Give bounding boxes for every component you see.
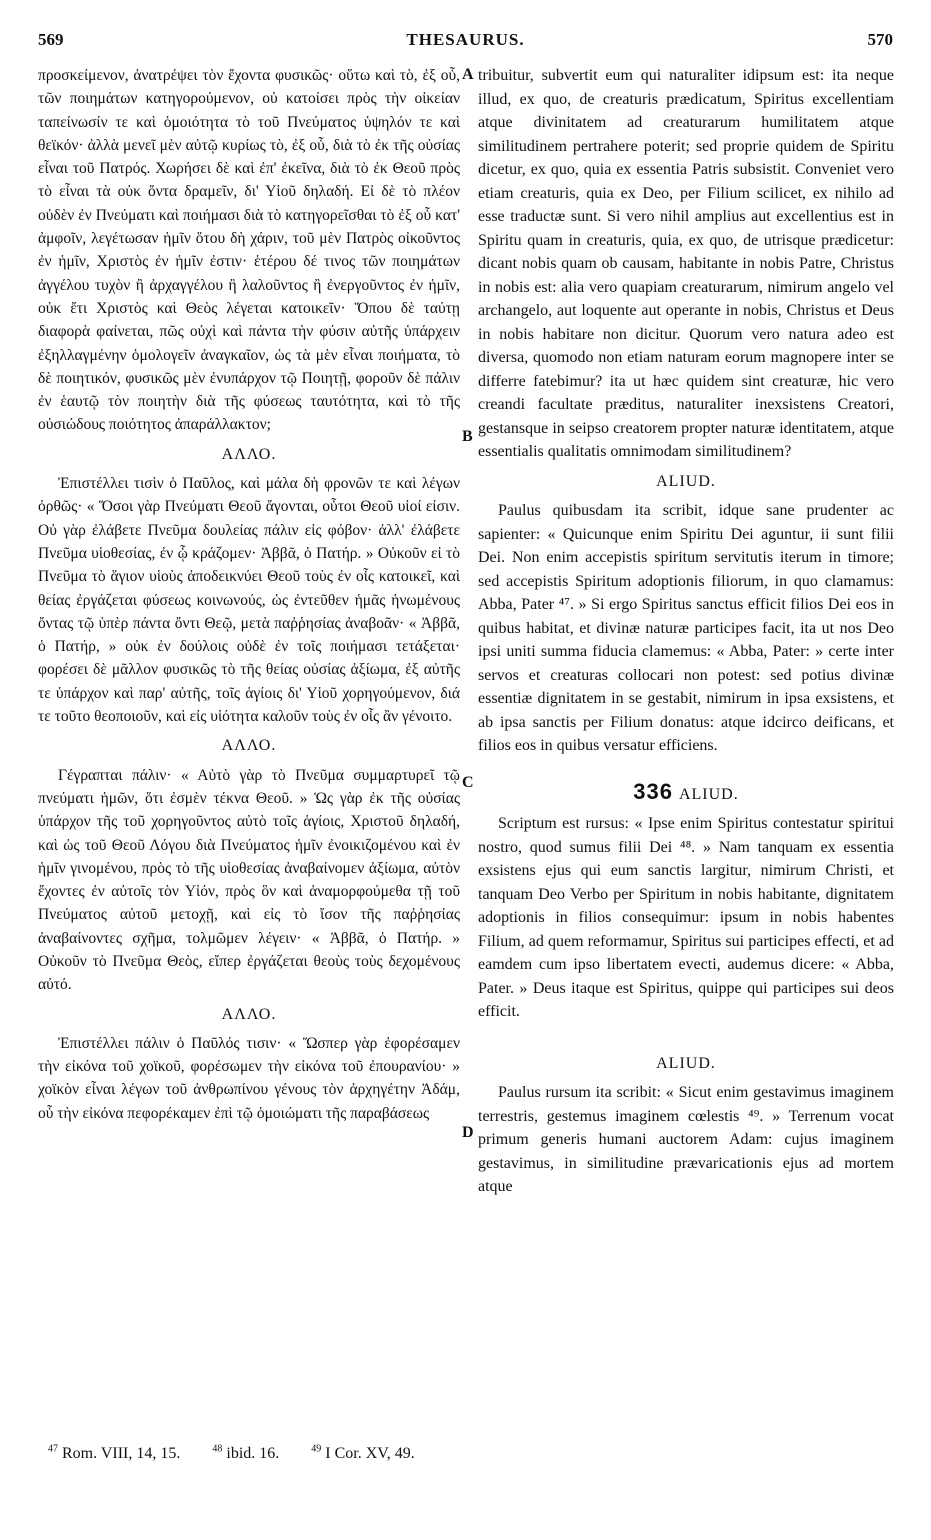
greek-paragraph: Γέγραπται πάλιν· « Αὐτὸ γὰρ τὸ Πνεῦμα συμμαρτυρεῖ τῷ πνεύματι ἡμῶν, ὅτι ἐσμὲν τέκνα Θεοῦ. » Ὡς γὰρ ἐκ τῆς οὐσίας ὑπάρχον τῆς τοῦ χορηγοῦντος αὐτὸ τοῖς ἁγίοις, Χριστοῦ δηλαδή, καὶ ὡς τοῦ Θεοῦ Λόγου διὰ Πνεύματος ἡμῖν ἐνοικιζομένου καὶ ἐν ἡμῖν γινομένου, πρὸς τὸ τῆς υἱοθεσίας ἀναβαίνομεν ἀξίωμα, αὐτὸν ἔχοντες ἐν αὐτοῖς τὸν Υἱόν, πρὸς ὃν καὶ ἀναμορφούμεθα τῇ τοῦ Πνεύματος αὐτοῦ μετοχῇ, καὶ εἰς τὸ ἴσον τῆς παῤῥησίας ἀναβαίνοντες σχῆμα, τολμῶμεν λέγειν· « Ἀββᾶ, ὁ Πατήρ. » Οὐκοῦν τὸ Πνεῦμα Θεὸς, εἴπερ ἐργάζεται θεοὺς τοὺς δεχομένους αὐτό. [38,766,460,994]
running-header [38,30,893,60]
latin-section-heading: ALIUD. [656,472,716,490]
greek-section-heading: ΑΛΛΟ. [221,445,277,463]
greek-paragraph: Ἐπιστέλλει πάλιν ὁ Παῦλός τισιν· « Ὥσπερ γὰρ ἐφορέσαμεν τὴν εἰκόνα τοῦ χοϊκοῦ, φορέσωμεν τὴν εἰκόνα τοῦ ἐπουρανίου· » χοϊκὸν εἶναι λέγων τοῦ ἀνθρωπίνου γένους τὸν ἀρχηγέτην Ἀδάμ, οὗ τὴν εἰκόνα πεφορέκαμεν ἐπὶ τῷ ὁμοιώματι τῆς παραβάσεως [38,1034,460,1122]
latin-section-heading [478,780,894,807]
footnote-text: ibid. 16. [226,1445,280,1463]
footnote [48,1445,194,1462]
latin-column [478,64,894,1434]
margin-marker-a: A [462,66,474,83]
greek-paragraph: προσκείμενον, ἀνατρέψει τὸν ἔχοντα φυσικῶς· οὕτω καὶ τὸ, ἐξ οὗ, τῶν ποιημάτων κατηγορούμενον, οὐ κατοίσει πρὸς τὴν οἰκείαν ταπείνωσίν τε καὶ ὁμοιότητα τὸ τοῦ Πνεύματος ὑψηλόν τε καὶ θεϊκόν· ἀλλὰ μενεῖ μὲν αὐτῷ κυρίως τὸ, ἐξ οὗ, διὰ τὸ ἐκ τῆς οὐσίας εἶναι τοῦ Πατρός. Χωρήσει δὲ καὶ ἐπ' ἐκεῖνα, διὰ τὸ ἐκ Θεοῦ πρὸς τὸ εἶναι τὰ οὐκ ὄντα δραμεῖν, δι' Υἱοῦ δηλαδή. Εἰ δὲ τὸ πλέον οὐδὲν ἐν Πνεύματι καὶ ποιήμασι διὰ τὸ κατηγορεῖσθαι τὸ ἐξ οὗ κατ' ἀμφοῖν, λεγέτωσαν ἡμῖν ὅτου δὴ χάριν, τοῦ μὲν Πατρὸς οἰκοῦντος ἐν ἡμῖν, Χριστὸς ἐν ἡμῖν ἐστιν· ἑτέρου δέ τινος τῶν ποιημάτων ἀγγέλου τυχὸν ἢ ἀρχαγγέλου ἢ λαλοῦντος ἢ ἐνεργοῦντος ἐν ἡμῖν, οὐκ ἔτι Χριστὸς καὶ Θεὸς λέγεται κατοικεῖν· Ὅπου δὲ ταύτῃ διαφορὰ φαίνεται, πῶς οὐχὶ καὶ πάντα τὴν φύσιν αὐτῆς ὑπάρχειν ἐξηλλαγμένην ὁμολογεῖν ἀναγκαῖον, ὡς τὰ μὲν εἶναι ποιήματα, τὸ δὲ ποιητικόν, φυσικῶς μὲν ἐνυπάρχον τῷ Ποιητῇ, φοροῦν δὲ πάλιν ἐν ἑαυτῷ τὸν ποιητὴν διὰ τῆς φύσεως ταυτότητα, καὶ τὸ τῆς οὐσιώδους ποιότητος ἀπαράλλακτον; [38,67,460,434]
latin-paragraph: Paulus quibusdam ita scribit, idque sane prudenter ac sapienter: « Quicunque enim Spiritu Dei aguntur, ii sunt filii Dei. Non enim accepistis spiritum servitutis iterum in timore; sed accepistis Spiritum adoptionis filiorum, in quo clamamus: Abba, Pater ⁴⁷. » Si ergo Spiritus sanctus efficit filios Dei eos in quibus habitat, et divinæ naturæ participes facit, ita ut nos Deo ipsi uniti summa fiducia clamemus: « Abba, Pater: » certe inter servos et creaturas collocari non potest: sed potius divinæ essentiæ dignitatem in se gestabit, nimirum in ipsa exsistens, et ab ipsa sanctis per Filium donatus: atque idcirco deificans, et filios eos in quibus versatur efficiens. [478,502,894,754]
footnotes [48,1444,883,1463]
footnote [311,1445,429,1462]
footnote-text: Rom. VIII, 14, 15. [62,1445,181,1463]
footnote-number: 47 [48,1444,58,1455]
footnote-number: 48 [212,1444,223,1455]
latin-section-heading: ALIUD. [656,1054,716,1072]
page-number-left: 569 [38,30,64,49]
page-number-right: 570 [867,30,893,49]
page-title: THESAURUS. [406,30,525,49]
margin-marker-b: B [462,428,473,445]
margin-marker-d: D [462,1124,474,1141]
latin-paragraph: Paulus rursum ita scribit: « Sicut enim gestavimus imaginem terrestris, gestemus imaginem cœlestis ⁴⁹. » Terrenum vocat primum generis humani auctorem Adam: cujus imaginem gestavimus, in similitudine prævaricationis ejus ad mortem atque [478,1084,894,1195]
footnote-text: I Cor. XV, 49. [325,1445,415,1463]
margin-marker-c: C [462,774,474,791]
greek-paragraph: Ἐπιστέλλει τισὶν ὁ Παῦλος, καὶ μάλα δὴ φρονῶν τε καὶ λέγων ὀρθῶς· « Ὅσοι γὰρ Πνεύματι Θεοῦ ἄγονται, οὗτοι Θεοῦ υἱοί εἰσιν. Οὐ γὰρ ἐλάβετε Πνεῦμα δουλείας πάλιν εἰς φόβον· ἀλλ' ἐλάβετε Πνεῦμα υἱοθεσίας, ἐν ᾧ κράζομεν· Ἀββᾶ, ὁ Πατήρ. » Οὐκοῦν εἰ τὸ Πνεῦμα τὸ ἅγιον υἱοὺς ἀποδεικνύει Θεοῦ τοὺς ἐν οἷς κατοικεῖ, καὶ θείας ἐργάζεται φύσεως κοινωνούς, ὡς ἐντεῦθεν ἡμᾶς ἡνωμένους ὄντας τῷ ὑπὲρ πάντα ὄντι Θεῷ, μετὰ παῤῥησίας ἀναβοᾶν· « Ἀββᾶ, ὁ Πατήρ, » οὐκ ἐν δούλοις οὐδὲ ἐν τοῖς ποιήμασι τετάξεται· φορέσει δὲ μᾶλλον φυσικῶς τὸ τῆς θείας οὐσίας ἀξίωμα, ἐξ αὐτῆς τε ὑπάρχον καὶ παρ' αὐτῆς, τοῖς ἁγίοις δι' Υἱοῦ χορηγούμενον, διά τε τοῦτο θεοποιοῦν, καὶ εἰς υἱότητα καλοῦν τοὺς ἐν οἷς ἂν γένοιτο. [38,475,460,726]
greek-section-heading: ΑΛΛΟ. [221,737,277,755]
column-number: 336 [633,778,673,804]
latin-paragraph: Scriptum est rursus: « Ipse enim Spiritus contestatur spiritui nostro, quod sumus filii Dei ⁴⁸. » Nam tanquam ex essentia exsistens ejus qui eum sanctis largitur, nimirum Christi, et tanquam Deo Verbo per Spiritum in nobis habitante, dignitatem adoptionis in filios consequimur: ipsum in nobis habentes Filium, ad quem reformamur, Spiritus sui participes effecti, et ad eamdem cum ipso libertatem evecti, audemus dicere: « Abba, Pater. » Deus itaque est Spiritus, quippe qui participes sui deos efficit. [478,815,894,1020]
footnote [212,1445,293,1462]
greek-section-heading: ΑΛΛΟ. [221,1005,277,1023]
greek-column [38,64,460,1434]
latin-heading-text: ALIUD. [678,785,739,803]
latin-paragraph: tribuitur, subvertit eum qui naturaliter idipsum est: ita neque illud, ex quo, de creaturis prædicatum, Spiritus excellentiam atque divinitatem ad creaturarum humilitatem atque similitudinem pertrahere poterit; sed proprie quidem de Spiritu dicetur, ex quo, quia ex essentia Patris subsistit. Conveniet vero etiam creaturis, quia ex Deo, per Filium scilicet, ex nihilo ad esse traductæ sunt. Si vero nihil amplius aut excellentius est in Spiritu quam in creaturis, quia, ex quo, de utrisque prædicetur: dicant nobis quam ob causam, habitante in nobis Patre, Christus in nobis est: alia vero quapiam creaturarum, nimirum angelo vel archangelo, aut loquente aut operante in nobis, Christus et Deus in nobis habitare non dicitur. Quorum vero natura adeo est diversa, quomodo non etiam naturam eorum magnopere inter se differre fatebimur? ita ut hæc quidem sint creaturæ, hic vero creandi facultate præditus, naturaliter inexsistens Creatori, gestansque in seipso creatorem propter naturæ identitatem, atque essentialis qualitatis omnimodam similitudinem? [478,67,894,460]
footnote-number: 49 [311,1444,322,1455]
